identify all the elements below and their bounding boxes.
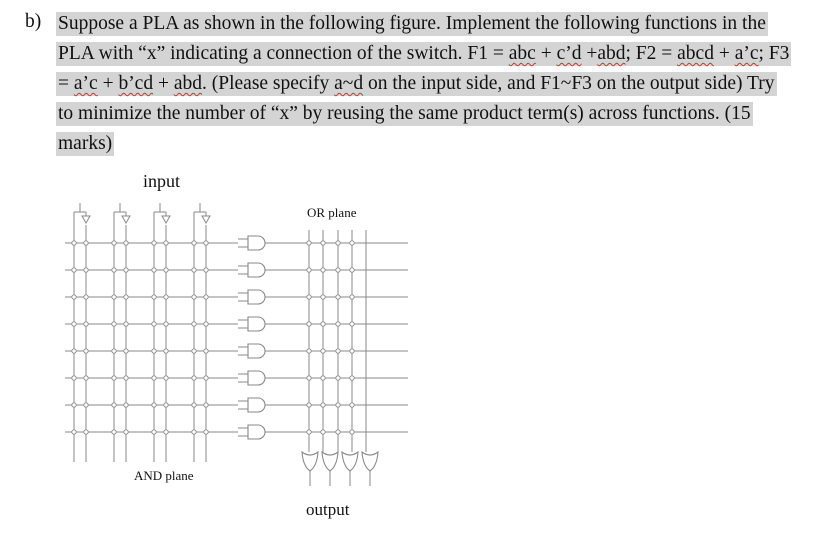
or-switch-node: [321, 403, 325, 407]
or-switch-node: [321, 241, 325, 245]
and-gate: [248, 425, 265, 439]
and-switch-node: [152, 322, 156, 326]
or-switch-node: [350, 403, 354, 407]
and-switch-node: [152, 241, 156, 245]
and-switch-node: [112, 403, 116, 407]
and-switch-node: [112, 268, 116, 272]
and-switch-node: [192, 268, 196, 272]
or-switch-node: [321, 349, 325, 353]
and-switch-node: [72, 322, 76, 326]
and-switch-node: [112, 430, 116, 434]
and-switch-node: [152, 295, 156, 299]
and-gate: [248, 398, 265, 412]
or-switch-node: [350, 349, 354, 353]
pla-circuit: [65, 203, 408, 486]
and-switch-node: [72, 295, 76, 299]
or-switch-node: [350, 241, 354, 245]
or-switch-node: [307, 322, 311, 326]
or-switch-node: [336, 403, 340, 407]
inverter-triangle: [122, 216, 130, 223]
or-switch-node: [336, 295, 340, 299]
or-switch-node: [321, 295, 325, 299]
or-switch-node: [350, 322, 354, 326]
f1-term-3: abd: [597, 43, 626, 64]
or-switch-node: [307, 376, 311, 380]
and-switch-node: [204, 295, 208, 299]
and-switch-node: [112, 295, 116, 299]
and-switch-node: [84, 241, 88, 245]
and-switch-node: [112, 322, 116, 326]
f1-term-1: abc: [508, 43, 536, 64]
and-switch-node: [84, 268, 88, 272]
and-switch-node: [112, 376, 116, 380]
and-switch-node: [112, 349, 116, 353]
or-switch-node: [336, 268, 340, 272]
and-switch-node: [72, 376, 76, 380]
and-switch-node: [204, 268, 208, 272]
and-gate: [248, 371, 265, 385]
or-plane-label: OR plane: [307, 205, 357, 220]
and-switch-node: [204, 430, 208, 434]
and-switch-node: [192, 295, 196, 299]
and-switch-node: [192, 376, 196, 380]
f2-term-2: a’c: [734, 43, 759, 64]
and-switch-node: [124, 295, 128, 299]
or-switch-node: [307, 295, 311, 299]
and-switch-node: [164, 349, 168, 353]
and-switch-node: [164, 268, 168, 272]
output-label: output: [306, 500, 350, 519]
and-switch-node: [84, 349, 88, 353]
or-gate: [362, 452, 378, 471]
and-switch-node: [72, 430, 76, 434]
and-switch-node: [124, 430, 128, 434]
input-range: a~d: [334, 73, 364, 94]
and-switch-node: [204, 376, 208, 380]
and-switch-node: [124, 268, 128, 272]
or-switch-node: [336, 430, 340, 434]
or-switch-node: [350, 295, 354, 299]
and-switch-node: [204, 403, 208, 407]
question-number: b): [25, 11, 42, 32]
and-switch-node: [124, 349, 128, 353]
f2-term-1: abcd: [677, 43, 714, 64]
and-switch-node: [164, 376, 168, 380]
and-gate: [248, 263, 265, 277]
and-switch-node: [112, 241, 116, 245]
or-switch-node: [321, 430, 325, 434]
and-switch-node: [152, 430, 156, 434]
or-switch-node: [307, 241, 311, 245]
or-switch-node: [336, 349, 340, 353]
or-gate: [322, 452, 338, 471]
and-switch-node: [192, 403, 196, 407]
and-switch-node: [204, 241, 208, 245]
and-switch-node: [84, 430, 88, 434]
and-switch-node: [164, 241, 168, 245]
and-switch-node: [84, 376, 88, 380]
and-switch-node: [192, 322, 196, 326]
or-gate: [342, 452, 358, 471]
or-switch-node: [350, 268, 354, 272]
f3-term-3: abd: [173, 73, 202, 94]
or-switch-node: [336, 322, 340, 326]
or-switch-node: [321, 376, 325, 380]
and-switch-node: [124, 322, 128, 326]
or-switch-node: [307, 403, 311, 407]
or-switch-node: [321, 268, 325, 272]
f3-term-1: a’c: [73, 73, 98, 94]
and-switch-node: [84, 403, 88, 407]
inverter-triangle: [82, 216, 90, 223]
question-highlight: Suppose a PLA as shown in the following figure. Implement the following functions in the PLA with “x” indicating a connection of the switch. F1 = abc + c’d +abd; F2 = abcd + a’c; F3 = a’c + b’cd + abd. (Please specify a~d on the input side, and F1~F3 on the output side) Try to minimize the number of “x” by reusing the same product term(s) across functions. (15 marks): [58, 13, 790, 154]
or-switch-node: [336, 241, 340, 245]
or-switch-node: [350, 376, 354, 380]
and-switch-node: [204, 349, 208, 353]
f3-term-2: b’cd: [118, 73, 154, 94]
and-switch-node: [164, 403, 168, 407]
and-gate: [248, 236, 265, 250]
f1-term-2: c’d: [556, 43, 582, 64]
and-switch-node: [84, 295, 88, 299]
and-switch-node: [192, 430, 196, 434]
and-switch-node: [72, 349, 76, 353]
and-switch-node: [72, 268, 76, 272]
or-switch-node: [350, 430, 354, 434]
and-switch-node: [124, 403, 128, 407]
and-switch-node: [72, 241, 76, 245]
and-switch-node: [164, 430, 168, 434]
and-switch-node: [72, 403, 76, 407]
and-switch-node: [152, 376, 156, 380]
and-switch-node: [124, 376, 128, 380]
input-label: input: [143, 171, 181, 191]
and-switch-node: [164, 295, 168, 299]
and-switch-node: [192, 241, 196, 245]
or-switch-node: [307, 430, 311, 434]
and-gate: [248, 317, 265, 331]
and-switch-node: [124, 241, 128, 245]
or-switch-node: [321, 322, 325, 326]
and-switch-node: [152, 403, 156, 407]
or-switch-node: [307, 349, 311, 353]
and-gate: [248, 290, 265, 304]
and-switch-node: [84, 322, 88, 326]
or-gate: [302, 452, 318, 471]
or-switch-node: [336, 376, 340, 380]
inverter-triangle: [162, 216, 170, 223]
and-plane-label: AND plane: [134, 468, 194, 483]
and-switch-node: [152, 268, 156, 272]
or-switch-node: [307, 268, 311, 272]
and-gate: [248, 344, 265, 358]
and-switch-node: [152, 349, 156, 353]
inverter-triangle: [202, 216, 210, 223]
and-switch-node: [192, 349, 196, 353]
and-switch-node: [164, 322, 168, 326]
and-switch-node: [204, 322, 208, 326]
